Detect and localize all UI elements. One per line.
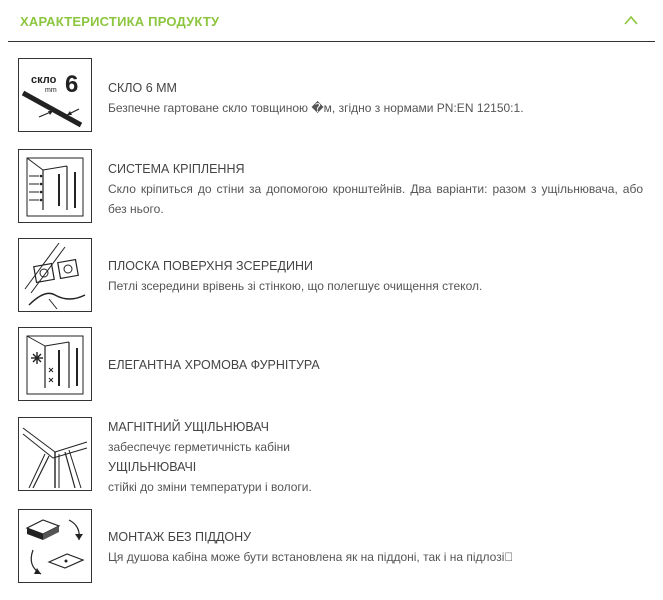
section-title: ХАРАКТЕРИСТИКА ПРОДУКТУ bbox=[20, 14, 220, 29]
glass-thickness-icon bbox=[18, 58, 92, 132]
header-divider bbox=[8, 41, 655, 42]
mounting-system-icon bbox=[18, 149, 92, 223]
magnetic-seal-icon bbox=[18, 417, 92, 491]
feature-description-secondary: стійкі до зміни температури і вологи. bbox=[108, 480, 312, 494]
feature-title: ЕЛЕГАНТНА ХРОМОВА ФУРНІТУРА bbox=[108, 358, 320, 372]
feature-description: забеспечує герметичність кабіни bbox=[108, 440, 290, 454]
feature-title: МОНТАЖ БЕЗ ПІДДОНУ bbox=[108, 530, 252, 544]
glass-icon-unit: mm bbox=[45, 87, 57, 94]
glass-icon-value: 6 bbox=[65, 71, 79, 98]
glass-icon-label: скло bbox=[31, 74, 57, 86]
feature-title-secondary: УЩІЛЬНЮВАЧІ bbox=[108, 460, 197, 474]
feature-title: ПЛОСКА ПОВЕРХНЯ ЗСЕРЕДИНИ bbox=[108, 259, 313, 273]
feature-description: Петлі зсередини врівень зі стінкою, що полегшує очищення стекол. bbox=[108, 279, 483, 293]
feature-title: МАГНІТНИЙ УЩІЛЬНЮВАЧ bbox=[108, 420, 269, 434]
chrome-fittings-icon bbox=[18, 327, 92, 401]
installation-no-tray-icon bbox=[18, 509, 92, 583]
feature-description: Скло кріпиться до стіни за допомогою кронштейнів. Два варіанти: разом з ущільнювача, або без нього. bbox=[108, 182, 643, 216]
feature-description: Ця душова кабіна може бути встановлена як на піддоні, так і на підлозі􏰀 bbox=[108, 550, 514, 564]
feature-title: СКЛО 6 ММ bbox=[108, 81, 177, 95]
flat-inner-surface-icon bbox=[18, 238, 92, 312]
chevron-up-icon[interactable] bbox=[624, 15, 638, 25]
feature-description: Безпечне гартоване скло товщиною �м, згідно з нормами PN:EN 12150:1. bbox=[108, 101, 524, 115]
section-header[interactable] bbox=[0, 0, 663, 42]
feature-title: СИСТЕМА КРІПЛЕННЯ bbox=[108, 162, 245, 176]
